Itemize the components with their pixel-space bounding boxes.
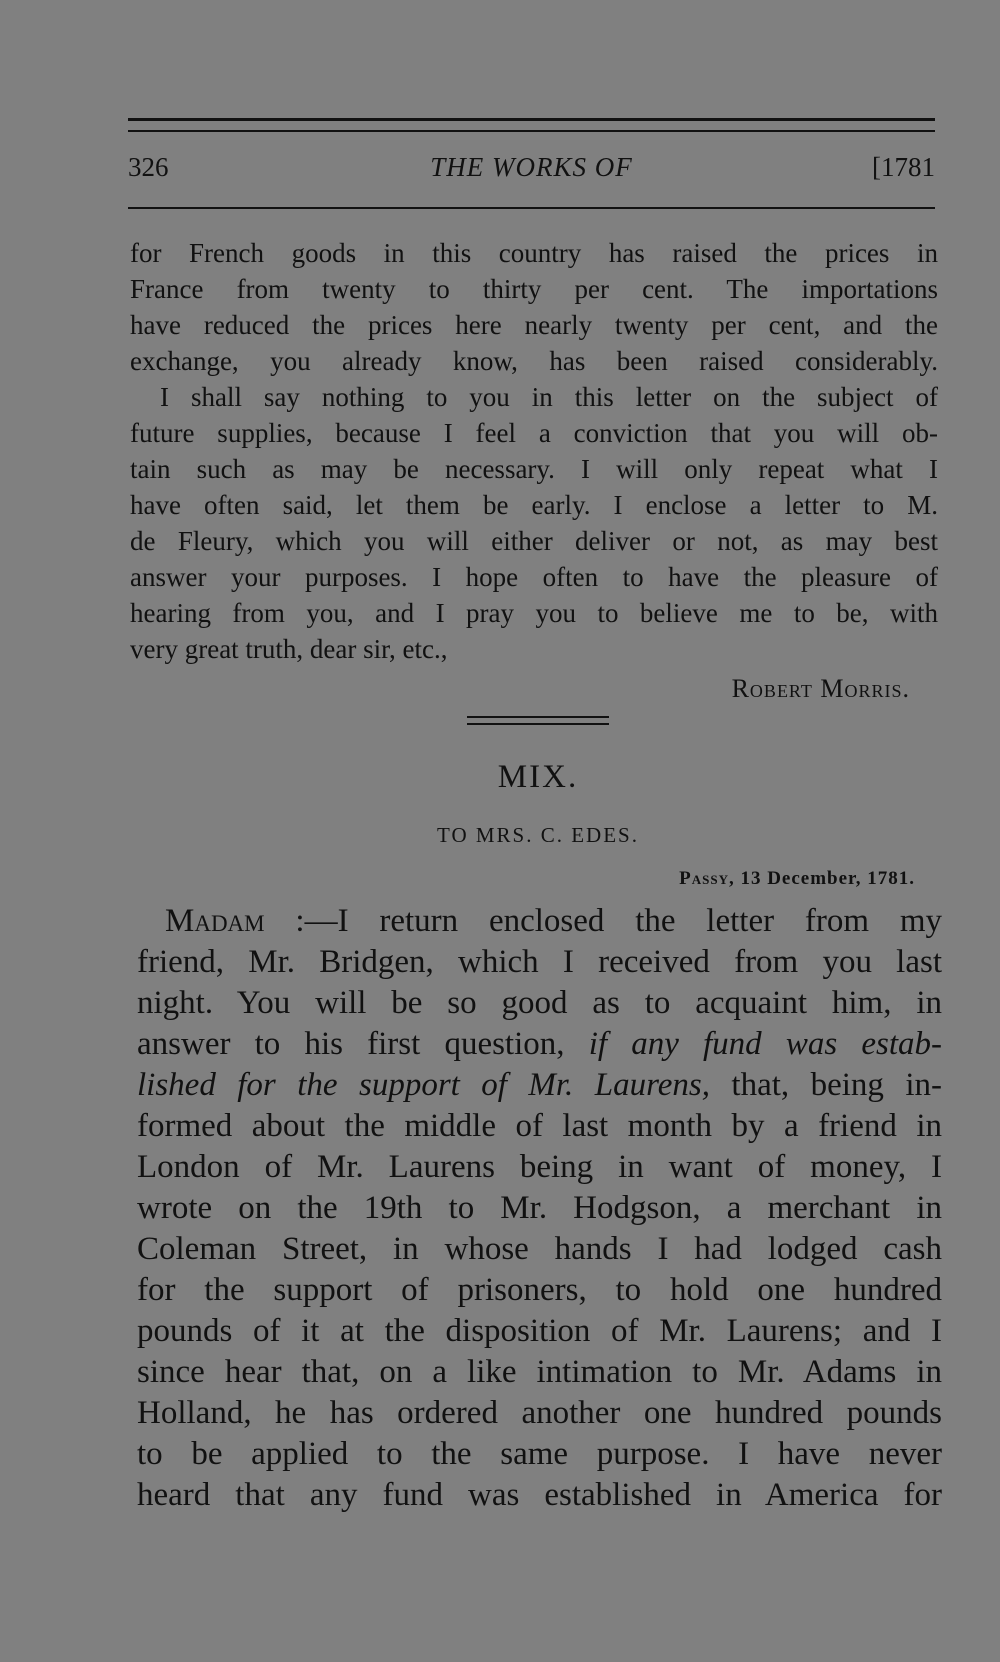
text-line: very great truth, dear sir, etc., (130, 634, 448, 664)
text-line: I shall say nothing to you in this letter on the subject of (160, 382, 938, 412)
dateline (679, 868, 915, 890)
text-span: :—I return enclosed the letter from my (295, 903, 942, 939)
running-year: [1781 (872, 152, 935, 182)
text-line: pounds of it at the disposition of Mr. Laurens; and I (137, 1313, 942, 1349)
section-divider-rule-lower (467, 723, 609, 725)
letter-number-heading: MIX. (497, 759, 579, 795)
text-line: formed about the middle of last month by a friend in (137, 1108, 942, 1144)
text-span: answer to his first question, (137, 1026, 565, 1062)
text-line (137, 1026, 942, 1066)
text-line (137, 1067, 942, 1107)
dateline-place: Passy, (679, 868, 735, 889)
text-line (165, 903, 942, 943)
text-line: heard that any fund was established in America for (137, 1477, 942, 1513)
text-line: have often said, let them be early. I enclose a letter to M. (130, 490, 938, 520)
text-line: wrote on the 19th to Mr. Hodgson, a merchant in (137, 1190, 942, 1226)
text-line: tain such as may be necessary. I will only repeat what I (130, 454, 938, 484)
text-line: to be applied to the same purpose. I have never (137, 1436, 942, 1472)
text-line: exchange, you already know, has been raised considerably. (130, 346, 938, 376)
text-line: night. You will be so good as to acquaint him, in (137, 985, 942, 1021)
section-divider-rule (467, 716, 609, 718)
text-line: hearing from you, and I pray you to believe me to be, with (130, 598, 938, 628)
text-line: for the support of prisoners, to hold one hundred (137, 1272, 942, 1308)
italic-text: if any fund was estab- (588, 1026, 943, 1062)
text-line: Holland, he has ordered another one hundred pounds (137, 1395, 942, 1431)
text-line: future supplies, because I feel a conviction that you will ob- (130, 418, 938, 448)
text-line: London of Mr. Laurens being in want of money, I (137, 1149, 942, 1185)
text-line: answer your purposes. I hope often to have the pleasure of (130, 562, 938, 592)
header-rule (128, 207, 935, 209)
text-line: friend, Mr. Bridgen, which I received from you last (137, 944, 942, 980)
text-line: have reduced the prices here nearly twenty per cent, and the (130, 310, 938, 340)
text-line: de Fleury, which you will either deliver or not, as may best (130, 526, 938, 556)
text-line: for French goods in this country has raised the prices in (130, 238, 938, 268)
signature: Robert Morris. (731, 674, 910, 703)
page-number: 326 (128, 152, 169, 182)
italic-text: lished for the support of Mr. Laurens, (137, 1067, 710, 1103)
text-line: France from twenty to thirty per cent. The importations (130, 274, 938, 304)
top-rule-inner (128, 130, 935, 132)
text-line: Coleman Street, in whose hands I had lodged cash (137, 1231, 942, 1267)
running-title: THE WORKS OF (430, 152, 633, 182)
text-span: that, being in- (731, 1067, 943, 1103)
dateline-date: 13 December, 1781. (740, 868, 915, 889)
top-rule (128, 118, 935, 121)
salutation: Madam (165, 903, 265, 939)
text-line: since hear that, on a like intimation to Mr. Adams in (137, 1354, 942, 1390)
running-head (128, 152, 935, 192)
addressee-heading: TO MRS. C. EDES. (437, 823, 639, 847)
